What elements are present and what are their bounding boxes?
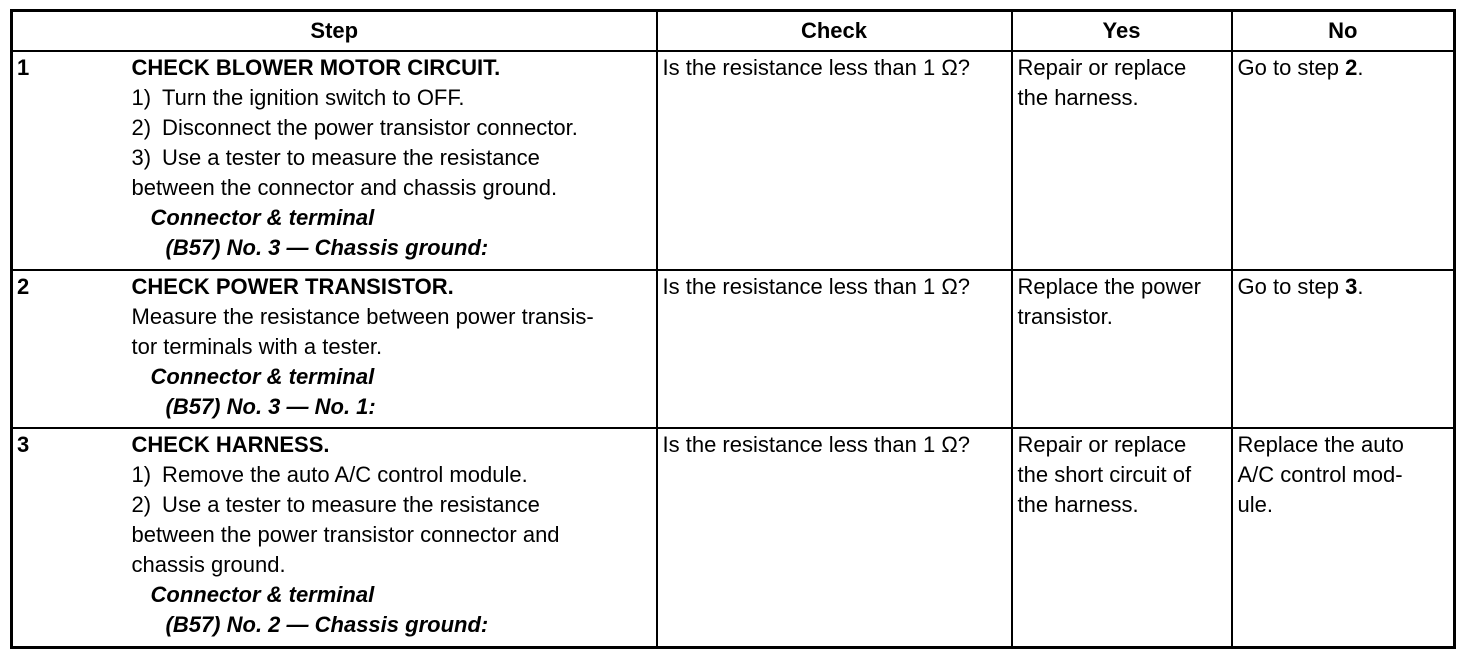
step-line: chassis ground. — [131, 552, 286, 577]
step-line: tor terminals with a tester. — [131, 334, 383, 359]
yes-line: transistor. — [1017, 304, 1113, 329]
header-row — [12, 11, 1455, 52]
yes-line: the harness. — [1017, 85, 1139, 110]
no-line: ule. — [1237, 492, 1273, 517]
step-line: 1) Remove the auto A/C control module. — [131, 462, 528, 487]
yes-line: the harness. — [1017, 492, 1139, 517]
table-row — [12, 51, 1455, 270]
yes-line: Replace the power — [1017, 274, 1201, 299]
yes-line: Repair or replace — [1017, 55, 1187, 80]
no-line: A/C control mod- — [1237, 462, 1403, 487]
yes-cell — [1012, 428, 1232, 647]
table-row — [12, 270, 1455, 428]
step-line: 2) Disconnect the power transistor connector. — [131, 115, 578, 140]
step-number: 1 — [12, 51, 132, 270]
step-line: 2) Use a tester to measure the resistance — [131, 492, 540, 517]
step-number: 3 — [12, 428, 132, 647]
connector-label: Connector & terminal — [150, 205, 375, 230]
no-suffix: . — [1357, 274, 1364, 299]
connector-value: (B57) No. 3 — Chassis ground: — [165, 235, 489, 260]
step-number: 2 — [12, 270, 132, 428]
connector-value: (B57) No. 3 — No. 1: — [165, 394, 376, 419]
step-description — [132, 270, 657, 428]
no-cell — [1232, 51, 1455, 270]
step-line: 1) Turn the ignition switch to OFF. — [131, 85, 465, 110]
header-no: No — [1232, 11, 1455, 52]
check-cell: Is the resistance less than 1 Ω? — [657, 51, 1012, 270]
troubleshooting-table — [10, 9, 1456, 649]
yes-cell — [1012, 51, 1232, 270]
step-title: CHECK HARNESS. — [131, 432, 330, 457]
step-title: CHECK POWER TRANSISTOR. — [131, 274, 454, 299]
header-yes: Yes — [1012, 11, 1232, 52]
step-title: CHECK BLOWER MOTOR CIRCUIT. — [131, 55, 501, 80]
no-step-ref: 3 — [1345, 274, 1358, 299]
step-description — [132, 428, 657, 647]
table-row — [12, 428, 1455, 647]
step-line: between the connector and chassis ground. — [131, 175, 558, 200]
connector-label: Connector & terminal — [150, 364, 375, 389]
header-check: Check — [657, 11, 1012, 52]
no-prefix: Go to step — [1237, 55, 1346, 80]
step-line: 3) Use a tester to measure the resistance — [131, 145, 540, 170]
no-prefix: Go to step — [1237, 274, 1346, 299]
yes-cell — [1012, 270, 1232, 428]
yes-line: the short circuit of — [1017, 462, 1192, 487]
step-line: Measure the resistance between power transis- — [131, 304, 594, 329]
check-cell: Is the resistance less than 1 Ω? — [657, 428, 1012, 647]
check-cell: Is the resistance less than 1 Ω? — [657, 270, 1012, 428]
no-step-ref: 2 — [1345, 55, 1358, 80]
step-description — [132, 51, 657, 270]
header-step: Step — [12, 11, 657, 52]
no-cell — [1232, 428, 1455, 647]
no-line: Replace the auto — [1237, 432, 1404, 457]
connector-label: Connector & terminal — [150, 582, 375, 607]
no-suffix: . — [1357, 55, 1364, 80]
no-cell — [1232, 270, 1455, 428]
connector-value: (B57) No. 2 — Chassis ground: — [165, 612, 489, 637]
step-line: between the power transistor connector and — [131, 522, 560, 547]
yes-line: Repair or replace — [1017, 432, 1187, 457]
